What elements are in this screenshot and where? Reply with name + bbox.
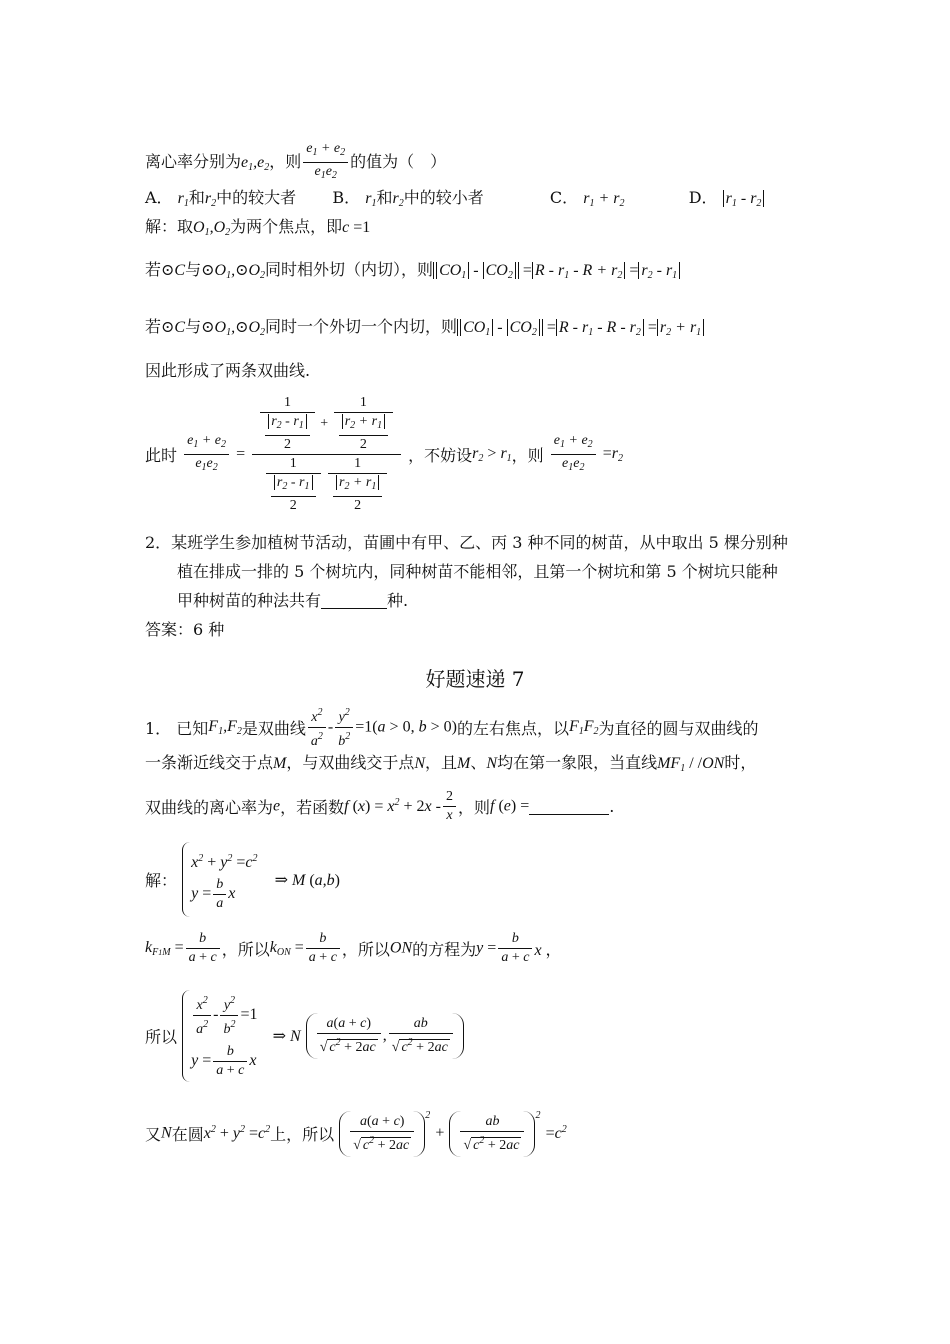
answer-blank xyxy=(321,592,387,609)
math-fraction-e: $\frac{e_1 + e_2}{e_1e_2}$ xyxy=(303,140,348,185)
ratio-text-a: 此时 xyxy=(145,446,178,465)
ext-text-b: 与 xyxy=(185,260,202,279)
section-heading: 好题速递 7 xyxy=(425,667,525,691)
p1-text-j: 时， xyxy=(724,753,757,772)
tangent-external-line xyxy=(145,259,680,287)
ratio-text-c: ，则 xyxy=(511,446,544,465)
s4-text-c: 上，所以 xyxy=(270,1125,335,1144)
answer-blank xyxy=(529,798,609,815)
math-f-of-e: f (e) = xyxy=(489,797,530,815)
math-2-over-x: $\frac{2}{x}$ xyxy=(443,788,456,825)
math-on: ON xyxy=(389,939,413,957)
math-c-eq-1: c =1 xyxy=(342,219,371,236)
math-r1-plus-r2: $r_1 + r_2$ xyxy=(583,190,625,209)
two-hyperbolas-line: 因此形成了两条双曲线. xyxy=(145,361,311,380)
math-y2-b2: $\frac{y^2}{b^2}$ xyxy=(335,704,353,751)
math-b-over-a-plus-c: $\frac{b}{a + c}$ xyxy=(498,930,532,967)
ext-text-a: 若 xyxy=(145,260,162,279)
math-circles-o: $⊙O_1,⊙O_2$ xyxy=(201,262,266,281)
math-point-n: N xyxy=(161,1124,172,1142)
problem-1-line-1: 1． 已知$F_1,F_2$是双曲线 $\frac{x^2}{a^2}$ - $\frac{y^2}{b^2}$ =1(a > 0, b > 0)的左右焦点，以$F_1F_2$为直径的圆与双曲线的 xyxy=(145,704,759,751)
solution-system-2 xyxy=(145,990,464,1082)
math-ext-equation: $CO_1 - CO_2 = R - r_1 - R + r_2 = r_2 - r_1$ xyxy=(433,262,680,279)
math-point-n: N xyxy=(486,755,498,772)
math-eq-c2: $=c^2$ xyxy=(545,1124,567,1142)
tangent-mixed-line xyxy=(145,316,704,344)
options-line xyxy=(145,187,764,215)
mix-text-b: 与 xyxy=(185,317,202,336)
ratio-line: 此时 $\frac{e_1 + e_2}{e_1e_2}$ = $\frac{1}{\frac{r_2 - r_1}{2}}$ + $\frac{1}{\frac{r_2 + r_1}{2}}$ $\frac{1}{\frac{r_2 - r_1}{2}}$ $\frac{1}{\frac{r_2 + r_1}{2}}$ ，不妨设$r_2 > r_1$，则 $\frac{e_1 + e_2}{e_1e_2}$ $=r_2$ xyxy=(145,395,624,513)
math-implies-m: ⇒ M (a,b) xyxy=(274,871,340,889)
math-circle-eq: $x^2 + y^2 =c^2$ xyxy=(203,1124,271,1142)
math-squared-term-1: $\frac{a(a + c)}{√ c^2 + 2ac}$ xyxy=(339,1111,425,1157)
s1-label: 解： xyxy=(145,871,178,890)
q2-text-a: 甲种树苗的种法共有 xyxy=(177,591,322,610)
math-o1o2: $O_1,O_2$ xyxy=(193,219,231,238)
p1-text-b: 是双曲线 xyxy=(241,719,306,738)
option-d-label: D． xyxy=(688,188,718,207)
math-eq-r2: $=r_2$ xyxy=(602,445,624,464)
p1-text-a: 1． 已知 xyxy=(145,719,209,738)
p1-text-m: ，则 xyxy=(457,798,490,817)
solution-system-1 xyxy=(145,842,340,917)
question-2-line-3 xyxy=(177,590,408,612)
math-fraction-e: $\frac{e_1 + e_2}{e_1e_2}$ xyxy=(184,432,229,477)
math-b-over-a-plus-c: $\frac{b}{a + c}$ xyxy=(186,930,220,967)
math-mf1-parallel-on: $MF_1 / /ON$ xyxy=(657,755,725,774)
math-abs-r1-r2: $r_1 - r_2$ xyxy=(723,190,765,207)
option-b-text: 中的较小者 xyxy=(403,188,484,207)
p1-text-h: 、 xyxy=(470,753,487,772)
option-c-label: C． xyxy=(549,188,579,207)
math-point-n-coords: $\frac{a(a + c)}{√ c^2 + 2ac}$ , $\frac{ab}{√ c^2 + 2ac}$ xyxy=(306,1013,464,1059)
intro-value: 的值为（ ） xyxy=(350,152,447,171)
problem-1-line-2 xyxy=(145,752,756,780)
p1-text-k: 双曲线的离心率为 xyxy=(145,798,274,817)
math-eq-condition: =1(a > 0, b > 0) xyxy=(355,718,457,736)
p1-text-e: 一条渐近线交于点 xyxy=(145,753,274,772)
mix-text-c: 同时一个外切一个内切，则 xyxy=(265,317,458,336)
math-mix-equation: $CO_1 - CO_2 = R - r_1 - R - r_2 = r_2 + r_1$ xyxy=(457,319,704,336)
p1-text-l: ，若函数 xyxy=(280,798,345,817)
math-squared-term-2: $\frac{ab}{√ c^2 + 2ac}$ xyxy=(449,1111,535,1157)
math-system-1: $x^2 + y^2 =c^2$ y = $\frac{b}{a}$ x xyxy=(182,842,263,917)
math-r2-gt-r1: $r_2 > r_1$ xyxy=(472,445,512,464)
p1-text-d: 为直径的圆与双曲线的 xyxy=(598,719,759,738)
solution-line-1 xyxy=(145,216,370,244)
math-circles-o: $⊙O_1,⊙O_2$ xyxy=(201,319,266,338)
p1-text-n: . xyxy=(609,797,615,816)
option-a-text: 中的较大者 xyxy=(216,188,297,207)
problem-1-line-3 xyxy=(145,788,614,825)
math-r2: $r_2$ xyxy=(392,190,404,209)
s4-text-a: 又 xyxy=(145,1125,162,1144)
math-e: e xyxy=(273,797,281,815)
s2-text-a: ，所以 xyxy=(221,940,270,959)
option-a-mid: 和 xyxy=(188,188,205,207)
s2-text-b: ，所以 xyxy=(341,940,390,959)
answer-line: 答案：6 种 xyxy=(145,620,225,639)
p1-text-f: ，与双曲线交于点 xyxy=(286,753,415,772)
math-function-f: f $(x) = x^2 + 2x$ - xyxy=(344,797,441,815)
p1-text-c: 的左右焦点，以 xyxy=(456,719,569,738)
question-2-line-1: 2．某班学生参加植树节活动，苗圃中有甲、乙、丙 3 种不同的树苗，从中取出 5 棵分别种 xyxy=(145,533,788,552)
math-r1: $r_1$ xyxy=(177,190,189,209)
math-point-m: M xyxy=(273,755,287,772)
option-a-label: A． xyxy=(145,188,173,207)
sol-text-a: 解：取 xyxy=(145,217,194,236)
math-e1e2: $e_1,e_2$ xyxy=(241,154,270,173)
math-implies-n: ⇒ N xyxy=(272,1028,301,1045)
s2-text-c: 的方程为 xyxy=(412,940,477,959)
intro-text: 离心率分别为 xyxy=(145,152,242,171)
option-b-label: B． xyxy=(332,188,361,207)
math-b-over-a-plus-c: $\frac{b}{a + c}$ xyxy=(306,930,340,967)
math-fraction-e: $\frac{e_1 + e_2}{e_1e_2}$ xyxy=(551,432,596,477)
s4-text-b: 在圆 xyxy=(171,1125,204,1144)
math-r1: $r_1$ xyxy=(365,190,377,209)
math-circle-c: ⊙C xyxy=(161,319,186,336)
intro-then: ，则 xyxy=(269,152,302,171)
math-big-fraction: $\frac{1}{\frac{r_2 - r_1}{2}}$ + $\frac{1}{\frac{r_2 + r_1}{2}}$ $\frac{1}{\frac{r_2 - r_1}{2}}$ $\frac{1}{\frac{r_2 + r_1}{2}}$ xyxy=(252,394,401,515)
math-f1f2-seg: $F_1F_2$ xyxy=(568,718,599,737)
math-k-on: $k_{ON}$ = xyxy=(269,939,304,958)
question-intro-line xyxy=(145,140,446,185)
math-r2: $r_2$ xyxy=(204,190,217,209)
s3-label: 所以 xyxy=(145,1027,178,1047)
option-b-mid: 和 xyxy=(376,188,393,207)
mix-text-a: 若 xyxy=(145,317,162,336)
ratio-text-b: ，不妨设 xyxy=(408,446,473,465)
math-x2-a2: $\frac{x^2}{a^2}$ xyxy=(308,704,326,751)
solution-final-line: 又N在圆$x^2 + y^2 =c^2$上，所以 $\frac{a(a + c)}{√ c^2 + 2ac}$ $^2$ + $\frac{ab}{√ c^2 + 2ac}$ $^2 =c^2$ xyxy=(145,1110,567,1157)
math-circle-c: ⊙C xyxy=(161,262,186,279)
ext-text-c: 同时相外切（内切），则 xyxy=(265,260,434,279)
q2-text-b: 种. xyxy=(387,591,409,610)
math-k-f1m: $k_{F1M}$ = xyxy=(145,939,184,958)
math-point-m: M xyxy=(457,755,471,772)
question-2-line-2: 植在排成一排的 5 个树坑内，同种树苗不能相邻，且第一个树坑和第 5 个树坑只能种 xyxy=(177,562,778,581)
p1-text-g: ，且 xyxy=(425,753,458,772)
math-f1f2: $F_1,F_2$ xyxy=(208,718,242,737)
math-point-n: N xyxy=(414,755,426,772)
sol-text-b: 为两个焦点，即 xyxy=(230,217,343,236)
math-line-on: y = xyxy=(476,939,497,957)
p1-text-i: 均在第一象限，当直线 xyxy=(497,753,658,772)
slope-line: $k_{F1M}$ = $\frac{b}{a + c}$ ，所以$k_{ON}$ = $\frac{b}{a + c}$ ，所以ON的方程为y = $\frac{b}{a + c}$ x ， xyxy=(145,931,562,965)
math-system-2: $\frac{x^2}{a^2}$ - $\frac{y^2}{b^2}$ =1 y = $\frac{b}{a + c}$ x xyxy=(182,990,263,1082)
